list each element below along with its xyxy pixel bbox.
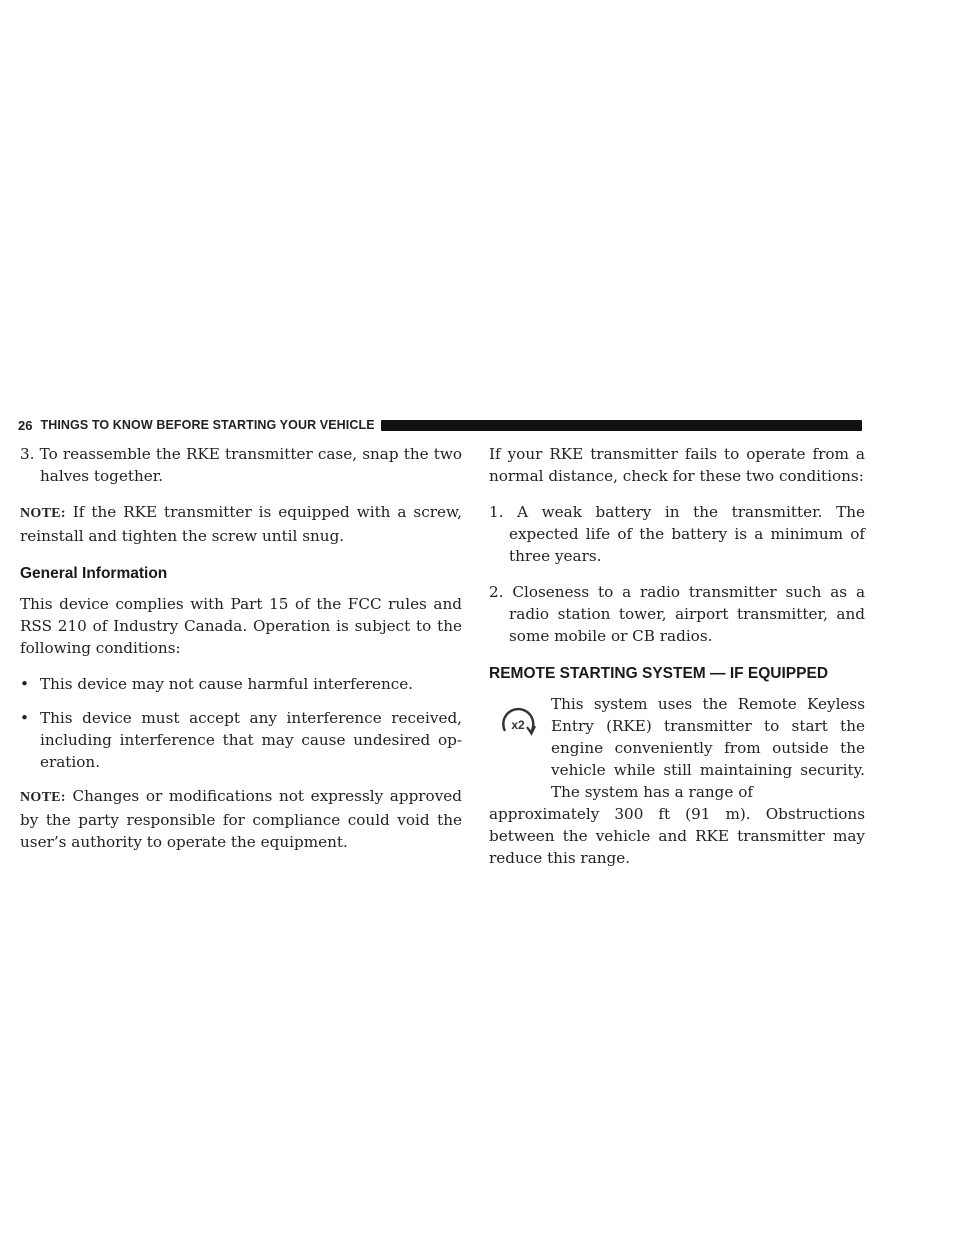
heading-remote-starting-system: REMOTE STARTING SYSTEM — IF EQUIPPED bbox=[489, 665, 829, 682]
right-column bbox=[489, 443, 865, 869]
remote-text-top: This system uses the Remote Keyless Entry (RKE) transmitter to start the engine conveniently from outside the vehicle while still maintaining security. The system has a range of bbox=[551, 695, 865, 801]
note-text: Changes or modifications not expressly approved by the party responsible for compliance could void the user’s authority to operate the equipment. bbox=[20, 787, 462, 851]
page-number: 26 bbox=[18, 417, 33, 433]
remote-icon-label: x2 bbox=[511, 718, 525, 732]
remote-start-x2-icon bbox=[497, 703, 539, 745]
bullet-marker: • bbox=[20, 675, 29, 693]
bullet-marker: • bbox=[20, 709, 29, 727]
general-paragraph: This device complies with Part 15 of the FCC rules and RSS 210 of Industry Canada. Operation is subject to the following conditions: bbox=[20, 595, 462, 657]
condition-2: 2. Closeness to a radio transmitter such as a radio station tower, airport transmitter, and some mobile or CB radios. bbox=[489, 583, 865, 645]
note-label: NOTE: bbox=[20, 506, 66, 521]
list-item bbox=[20, 707, 462, 773]
step-3: 3. To reassemble the RKE transmitter case, snap the two halves together. bbox=[20, 445, 462, 485]
remote-text-rest: approximately 300 ft (91 m). Obstructions between the vehicle and RKE transmitter may reduce this range. bbox=[489, 805, 865, 867]
note-modifications bbox=[20, 785, 462, 853]
page-header bbox=[18, 414, 862, 436]
note-label: NOTE: bbox=[20, 790, 66, 805]
bullet-text: This device must accept any interference received, including interference that may cause undesired operation. bbox=[40, 709, 462, 771]
heading-general-information: General Information bbox=[20, 565, 168, 582]
chapter-title: THINGS TO KNOW BEFORE STARTING YOUR VEHICLE bbox=[40, 418, 375, 432]
intro-paragraph: If your RKE transmitter fails to operate from a normal distance, check for these two conditions: bbox=[489, 445, 865, 485]
left-column bbox=[20, 443, 462, 867]
bullet-text: This device may not cause harmful interference. bbox=[40, 675, 414, 693]
note-screw bbox=[20, 501, 462, 547]
list-item bbox=[20, 673, 462, 695]
header-rule bbox=[381, 420, 862, 431]
condition-1: 1. A weak battery in the transmitter. The expected life of the battery is a minimum of three years. bbox=[489, 503, 865, 565]
remote-start-section bbox=[489, 693, 865, 869]
note-text: If the RKE transmitter is equipped with a screw, reinstall and tighten the screw until snug. bbox=[20, 503, 462, 545]
